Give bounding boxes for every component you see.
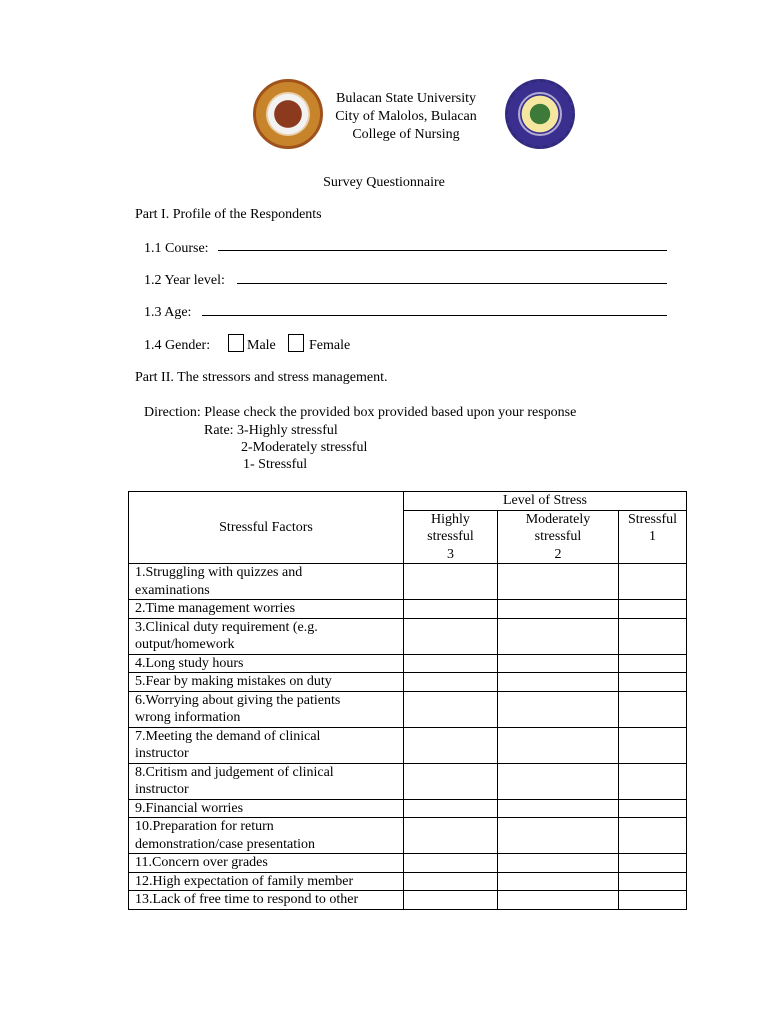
stress-factor-cell: 12.High expectation of family member [129, 872, 404, 891]
stress-factor-cell: 2.Time management worries [129, 600, 404, 619]
moderately-stressful-checkbox-cell[interactable] [498, 763, 619, 799]
course-label: 1.1 Course: [144, 241, 209, 256]
highly-stressful-header: Highly stressful 3 [404, 510, 498, 564]
highly-stressful-checkbox-cell[interactable] [404, 673, 498, 692]
moderately-stressful-header: Moderately stressful 2 [498, 510, 619, 564]
moderately-stressful-checkbox-cell[interactable] [498, 618, 619, 654]
stress-factor-cell: 3.Clinical duty requirement (e.g. output/homework [129, 618, 404, 654]
highly-stressful-checkbox-cell[interactable] [404, 891, 498, 910]
moderately-stressful-checkbox-cell[interactable] [498, 818, 619, 854]
part1-heading: Part I. Profile of the Respondents [135, 207, 322, 222]
highly-stressful-checkbox-cell[interactable] [404, 763, 498, 799]
female-label: Female [309, 338, 351, 353]
stressful-checkbox-cell[interactable] [619, 799, 687, 818]
page-title: Survey Questionnaire [323, 175, 445, 190]
rate-2-text: 2-Moderately stressful [241, 440, 368, 455]
age-field[interactable] [202, 315, 667, 316]
stress-factors-table [128, 491, 687, 910]
stress-factor-cell: 7.Meeting the demand of clinical instructor [129, 727, 404, 763]
stress-factor-cell: 6.Worrying about giving the patients wrong information [129, 691, 404, 727]
rate-3-text: Rate: 3-Highly stressful [204, 423, 338, 438]
highly-stressful-checkbox-cell[interactable] [404, 727, 498, 763]
college-of-nursing-seal-logo [505, 79, 575, 149]
table-row [129, 763, 687, 799]
stressful-factors-header: Stressful Factors [129, 492, 404, 564]
table-row [129, 564, 687, 600]
stress-factor-cell: 10.Preparation for return demonstration/case presentation [129, 818, 404, 854]
table-row [129, 854, 687, 873]
table-row [129, 691, 687, 727]
stress-factor-cell: 1.Struggling with quizzes and examinations [129, 564, 404, 600]
highly-stressful-checkbox-cell[interactable] [404, 654, 498, 673]
part2-heading: Part II. The stressors and stress management. [135, 370, 388, 385]
university-city: City of Malolos, Bulacan [335, 109, 477, 124]
highly-stressful-checkbox-cell[interactable] [404, 872, 498, 891]
table-body [129, 564, 687, 910]
stress-factor-cell: 4.Long study hours [129, 654, 404, 673]
stress-factor-cell: 5.Fear by making mistakes on duty [129, 673, 404, 692]
highly-stressful-checkbox-cell[interactable] [404, 618, 498, 654]
stressful-checkbox-cell[interactable] [619, 691, 687, 727]
stressful-checkbox-cell[interactable] [619, 727, 687, 763]
document-header [300, 90, 512, 144]
university-name: Bulacan State University [336, 91, 476, 106]
college-name: College of Nursing [352, 127, 460, 142]
year-level-label: 1.2 Year level: [144, 273, 225, 288]
moderately-stressful-checkbox-cell[interactable] [498, 673, 619, 692]
moderately-stressful-checkbox-cell[interactable] [498, 872, 619, 891]
age-label: 1.3 Age: [144, 305, 192, 320]
stress-factor-cell: 8.Critism and judgement of clinical instructor [129, 763, 404, 799]
female-checkbox[interactable] [288, 334, 304, 352]
stress-factor-cell: 9.Financial worries [129, 799, 404, 818]
male-label: Male [247, 338, 276, 353]
highly-stressful-checkbox-cell[interactable] [404, 691, 498, 727]
table-row [129, 872, 687, 891]
table-row [129, 891, 687, 910]
level-of-stress-header: Level of Stress [404, 492, 687, 511]
stressful-checkbox-cell[interactable] [619, 763, 687, 799]
stressful-checkbox-cell[interactable] [619, 891, 687, 910]
direction-text: Direction: Please check the provided box provided based upon your response [144, 405, 577, 420]
table-row [129, 818, 687, 854]
highly-stressful-checkbox-cell[interactable] [404, 600, 498, 619]
moderately-stressful-checkbox-cell[interactable] [498, 691, 619, 727]
stressful-checkbox-cell[interactable] [619, 872, 687, 891]
moderately-stressful-checkbox-cell[interactable] [498, 600, 619, 619]
moderately-stressful-checkbox-cell[interactable] [498, 854, 619, 873]
table-row [129, 600, 687, 619]
stressful-checkbox-cell[interactable] [619, 818, 687, 854]
stressful-checkbox-cell[interactable] [619, 654, 687, 673]
highly-stressful-checkbox-cell[interactable] [404, 854, 498, 873]
moderately-stressful-checkbox-cell[interactable] [498, 799, 619, 818]
highly-stressful-checkbox-cell[interactable] [404, 799, 498, 818]
stress-factor-cell: 11.Concern over grades [129, 854, 404, 873]
rate-1-text: 1- Stressful [243, 457, 308, 472]
table-row [129, 618, 687, 654]
stressful-checkbox-cell[interactable] [619, 854, 687, 873]
highly-stressful-checkbox-cell[interactable] [404, 818, 498, 854]
course-field[interactable] [218, 250, 667, 251]
year-level-field[interactable] [237, 283, 667, 284]
stressful-checkbox-cell[interactable] [619, 673, 687, 692]
moderately-stressful-checkbox-cell[interactable] [498, 564, 619, 600]
table-row [129, 654, 687, 673]
stressful-checkbox-cell[interactable] [619, 600, 687, 619]
table-row [129, 673, 687, 692]
table-row [129, 727, 687, 763]
gender-label: 1.4 Gender: [144, 338, 211, 353]
stressful-checkbox-cell[interactable] [619, 618, 687, 654]
stressful-checkbox-cell[interactable] [619, 564, 687, 600]
moderately-stressful-checkbox-cell[interactable] [498, 654, 619, 673]
stressful-header: Stressful 1 [619, 510, 687, 564]
table-row [129, 799, 687, 818]
moderately-stressful-checkbox-cell[interactable] [498, 891, 619, 910]
moderately-stressful-checkbox-cell[interactable] [498, 727, 619, 763]
stress-factor-cell: 13.Lack of free time to respond to other [129, 891, 404, 910]
highly-stressful-checkbox-cell[interactable] [404, 564, 498, 600]
male-checkbox[interactable] [228, 334, 244, 352]
